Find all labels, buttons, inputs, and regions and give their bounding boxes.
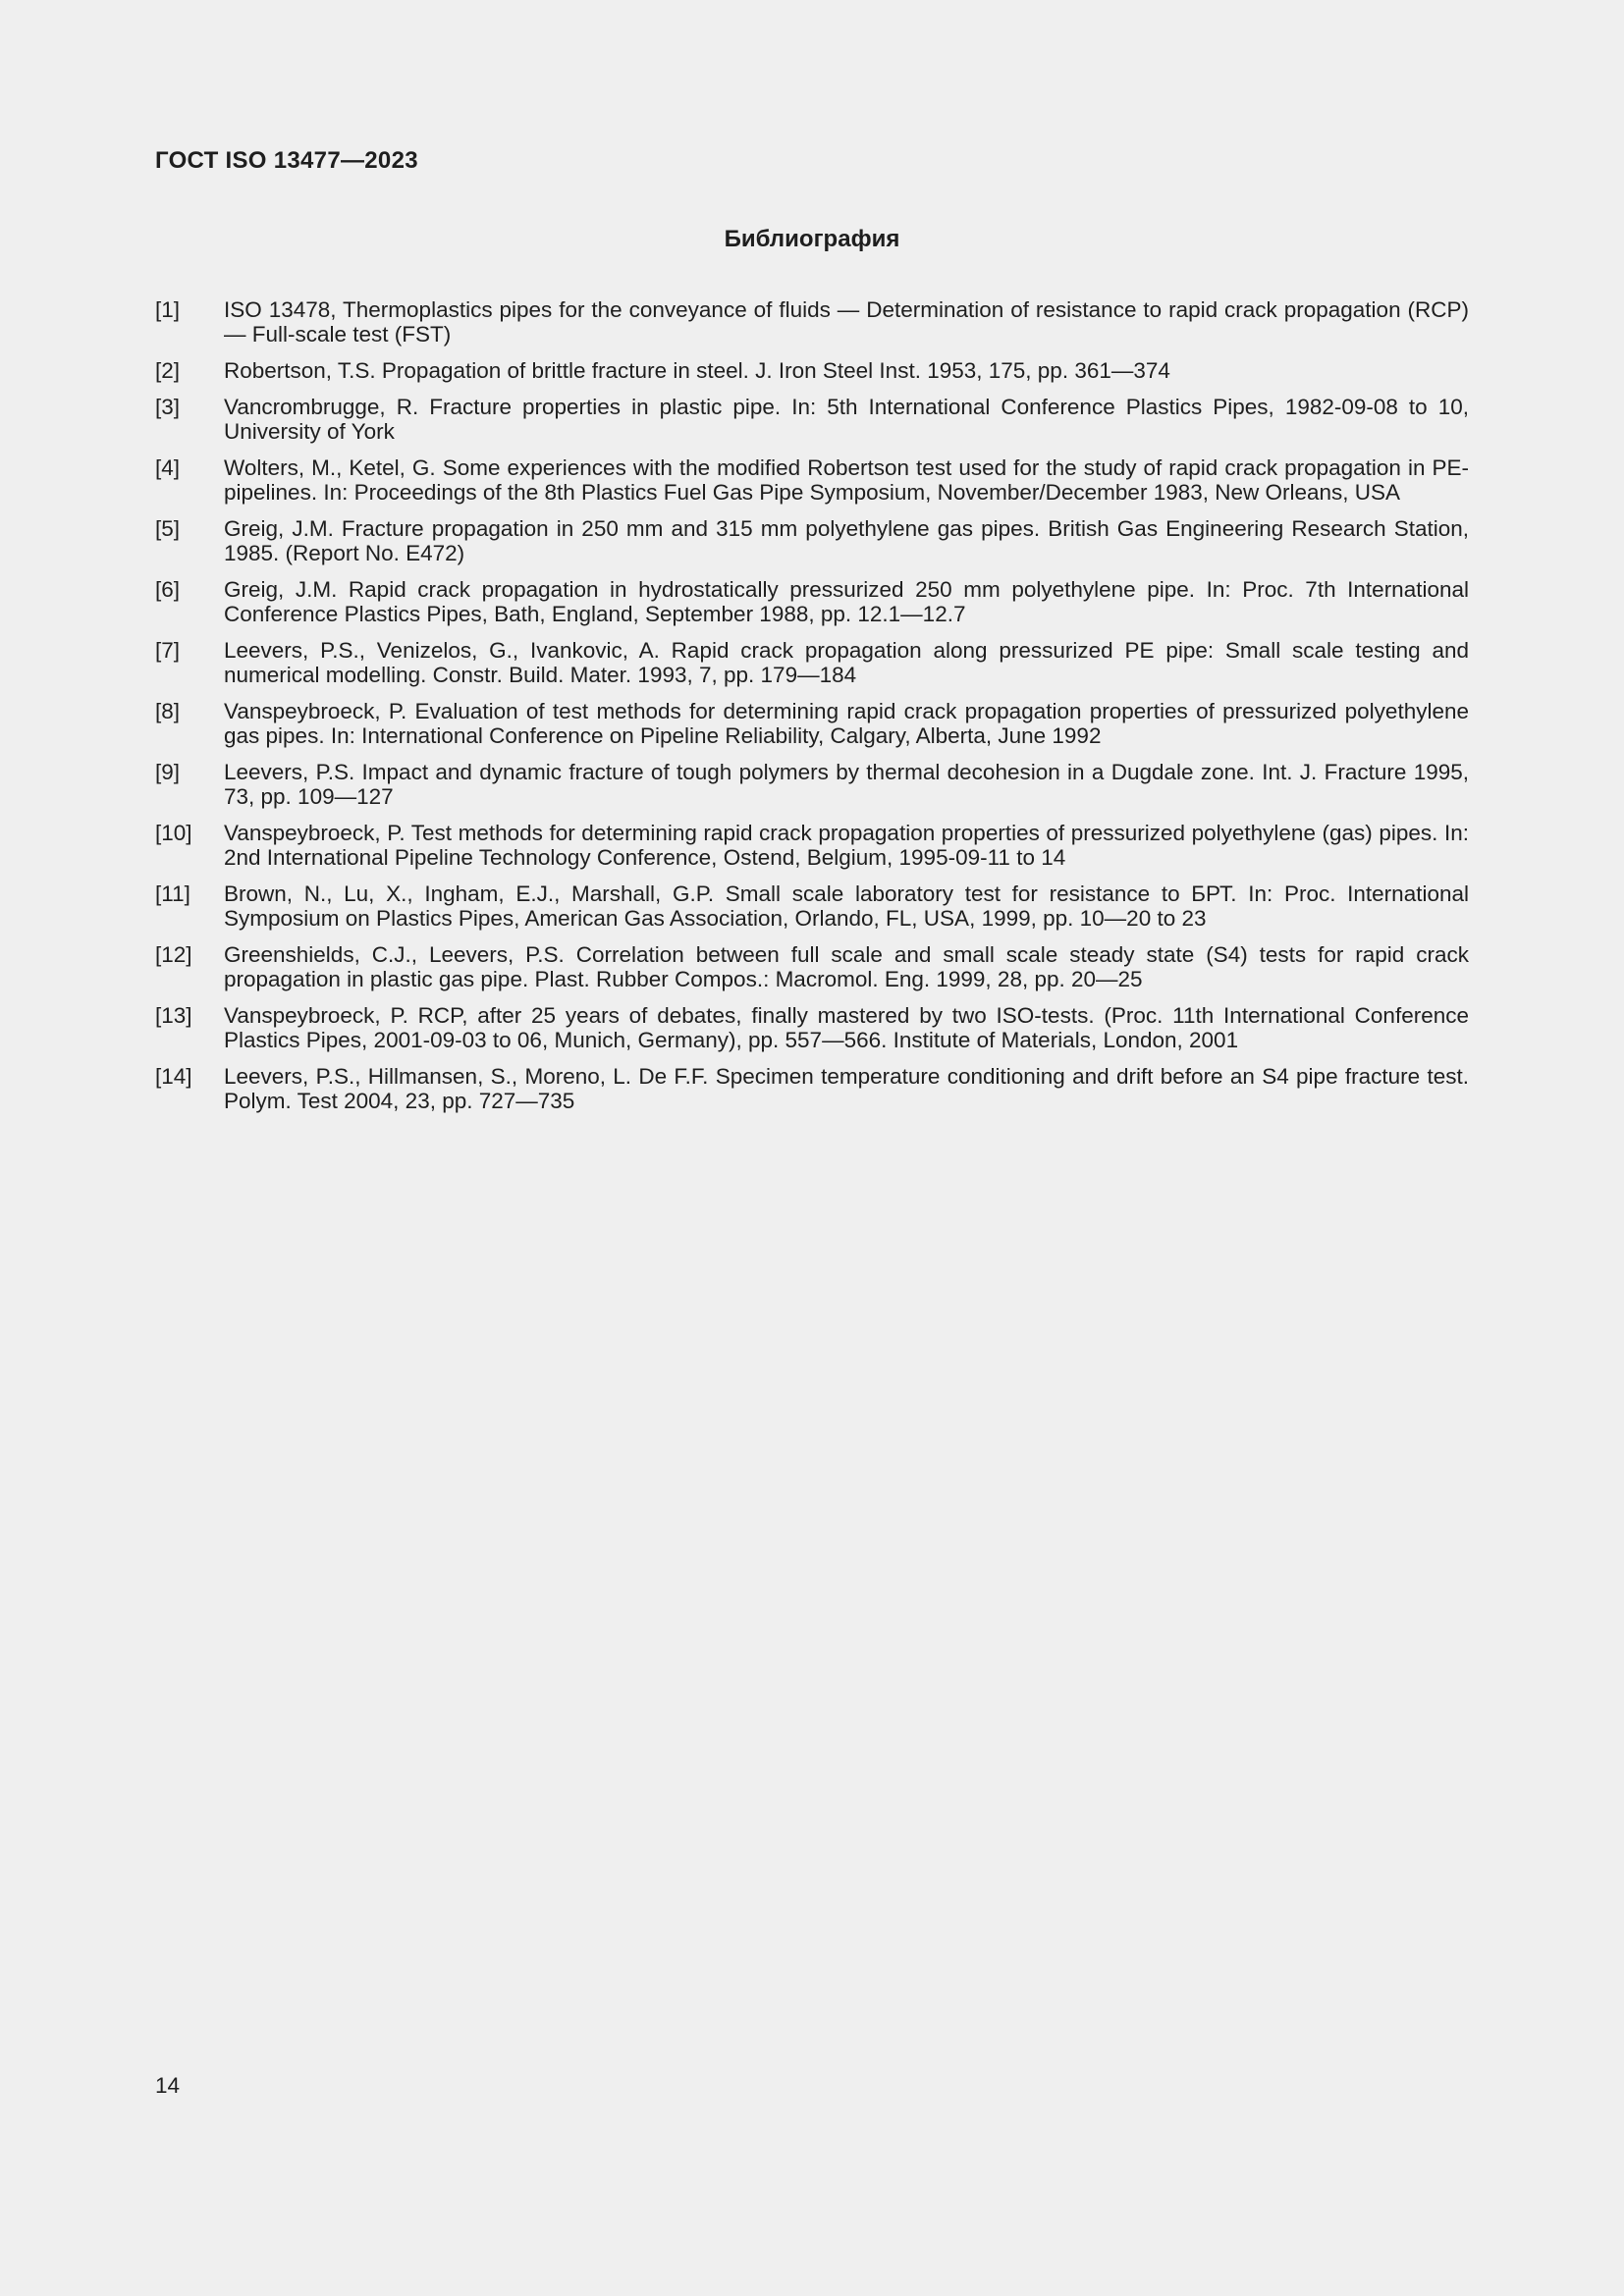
reference-text: Leevers, P.S. Impact and dynamic fracture of tough polymers by thermal decohesion in a Dugdale zone. Int. J. Fracture 1995, 73, pp. 109—127 (224, 760, 1469, 809)
reference-number: [5] (155, 516, 181, 541)
reference-text: Greig, J.M. Rapid crack propagation in hydrostatically pressurized 250 mm polyethylene pipe. In: Proc. 7th International Conference Plastics Pipes, Bath, England, September 1988, pp. 12.1—12.7 (224, 577, 1469, 626)
bibliography-title: Библиография (724, 226, 900, 252)
reference-item-11 (155, 881, 1469, 931)
reference-number: [12] (155, 942, 192, 967)
page-number: 14 (155, 2073, 181, 2098)
reference-number: [2] (155, 358, 181, 383)
reference-number: [10] (155, 821, 192, 845)
reference-text: Vanspeybroeck, P. Test methods for determining rapid crack propagation properties of pressurized polyethylene (gas) pipes. In: 2nd International Pipeline Technology Conference, Ostend, Belgium, 1995-09-11 to 14 (224, 821, 1469, 870)
reference-item-5 (155, 516, 1469, 565)
reference-item-7 (155, 638, 1469, 687)
reference-text: Greenshields, C.J., Leevers, P.S. Correlation between full scale and small scale steady state (S4) tests for rapid crack propagation in plastic gas pipe. Plast. Rubber Compos.: Macromol. Eng. 1999, 28, pp. 20—25 (224, 942, 1469, 991)
reference-item-9 (155, 760, 1469, 809)
reference-number: [11] (155, 881, 190, 906)
bibliography-list (155, 297, 1469, 1125)
reference-text: Leevers, P.S., Hillmansen, S., Moreno, L. De F.F. Specimen temperature conditioning and drift before an S4 pipe fracture test. Polym. Test 2004, 23, pp. 727—735 (224, 1064, 1469, 1113)
reference-item-12 (155, 942, 1469, 991)
reference-item-10 (155, 821, 1469, 870)
reference-text: Brown, N., Lu, X., Ingham, E.J., Marshall, G.P. Small scale laboratory test for resistance to БРТ. In: Proc. International Symposium on Plastics Pipes, American Gas Association, Orlando, FL, USA, 1999, pp. 10—20 to 23 (224, 881, 1469, 931)
reference-text: Greig, J.M. Fracture propagation in 250 mm and 315 mm polyethylene gas pipes. British Gas Engineering Research Station, 1985. (Report No. E472) (224, 516, 1469, 565)
reference-text: Leevers, P.S., Venizelos, G., Ivankovic, A. Rapid crack propagation along pressurized PE pipe: Small scale testing and numerical modelling. Constr. Build. Mater. 1993, 7, pp. 179—184 (224, 638, 1469, 687)
reference-number: [7] (155, 638, 181, 663)
reference-item-3 (155, 395, 1469, 444)
reference-number: [3] (155, 395, 181, 419)
reference-text: Vanspeybroeck, P. Evaluation of test methods for determining rapid crack propagation properties of pressurized polyethylene gas pipes. In: International Conference on Pipeline Reliability, Calgary, Alberta, June 1992 (224, 699, 1469, 748)
reference-text: Robertson, T.S. Propagation of brittle fracture in steel. J. Iron Steel Inst. 1953, 175, pp. 361—374 (224, 358, 1170, 383)
reference-number: [6] (155, 577, 181, 602)
reference-number: [13] (155, 1003, 192, 1028)
reference-item-6 (155, 577, 1469, 626)
reference-item-14 (155, 1064, 1469, 1113)
reference-item-1 (155, 297, 1469, 347)
reference-number: [4] (155, 455, 181, 480)
reference-number: [8] (155, 699, 181, 723)
document-header: ГОСТ ISO 13477—2023 (155, 147, 418, 174)
reference-number: [1] (155, 297, 181, 322)
reference-text: Vancrombrugge, R. Fracture properties in plastic pipe. In: 5th International Conference Plastics Pipes, 1982-09-08 to 10, University of York (224, 395, 1469, 444)
reference-text: ISO 13478, Thermoplastics pipes for the conveyance of fluids — Determination of resistance to rapid crack propagation (RCP) — Full-scale test (FST) (224, 297, 1469, 347)
reference-item-2 (155, 358, 1469, 383)
reference-number: [9] (155, 760, 181, 784)
reference-item-8 (155, 699, 1469, 748)
reference-text: Vanspeybroeck, P. RCP, after 25 years of debates, finally mastered by two ISO-tests. (Proc. 11th International Conference Plastics Pipes, 2001-09-03 to 06, Munich, Germany), pp. 557—566. Institute of Materials, London, 2001 (224, 1003, 1469, 1052)
reference-item-4 (155, 455, 1469, 505)
reference-text: Wolters, M., Ketel, G. Some experiences with the modified Robertson test used for the study of rapid crack propagation in PE-pipelines. In: Proceedings of the 8th Plastics Fuel Gas Pipe Symposium, November/December 1983, New Orleans, USA (224, 455, 1469, 505)
reference-item-13 (155, 1003, 1469, 1052)
reference-number: [14] (155, 1064, 192, 1089)
